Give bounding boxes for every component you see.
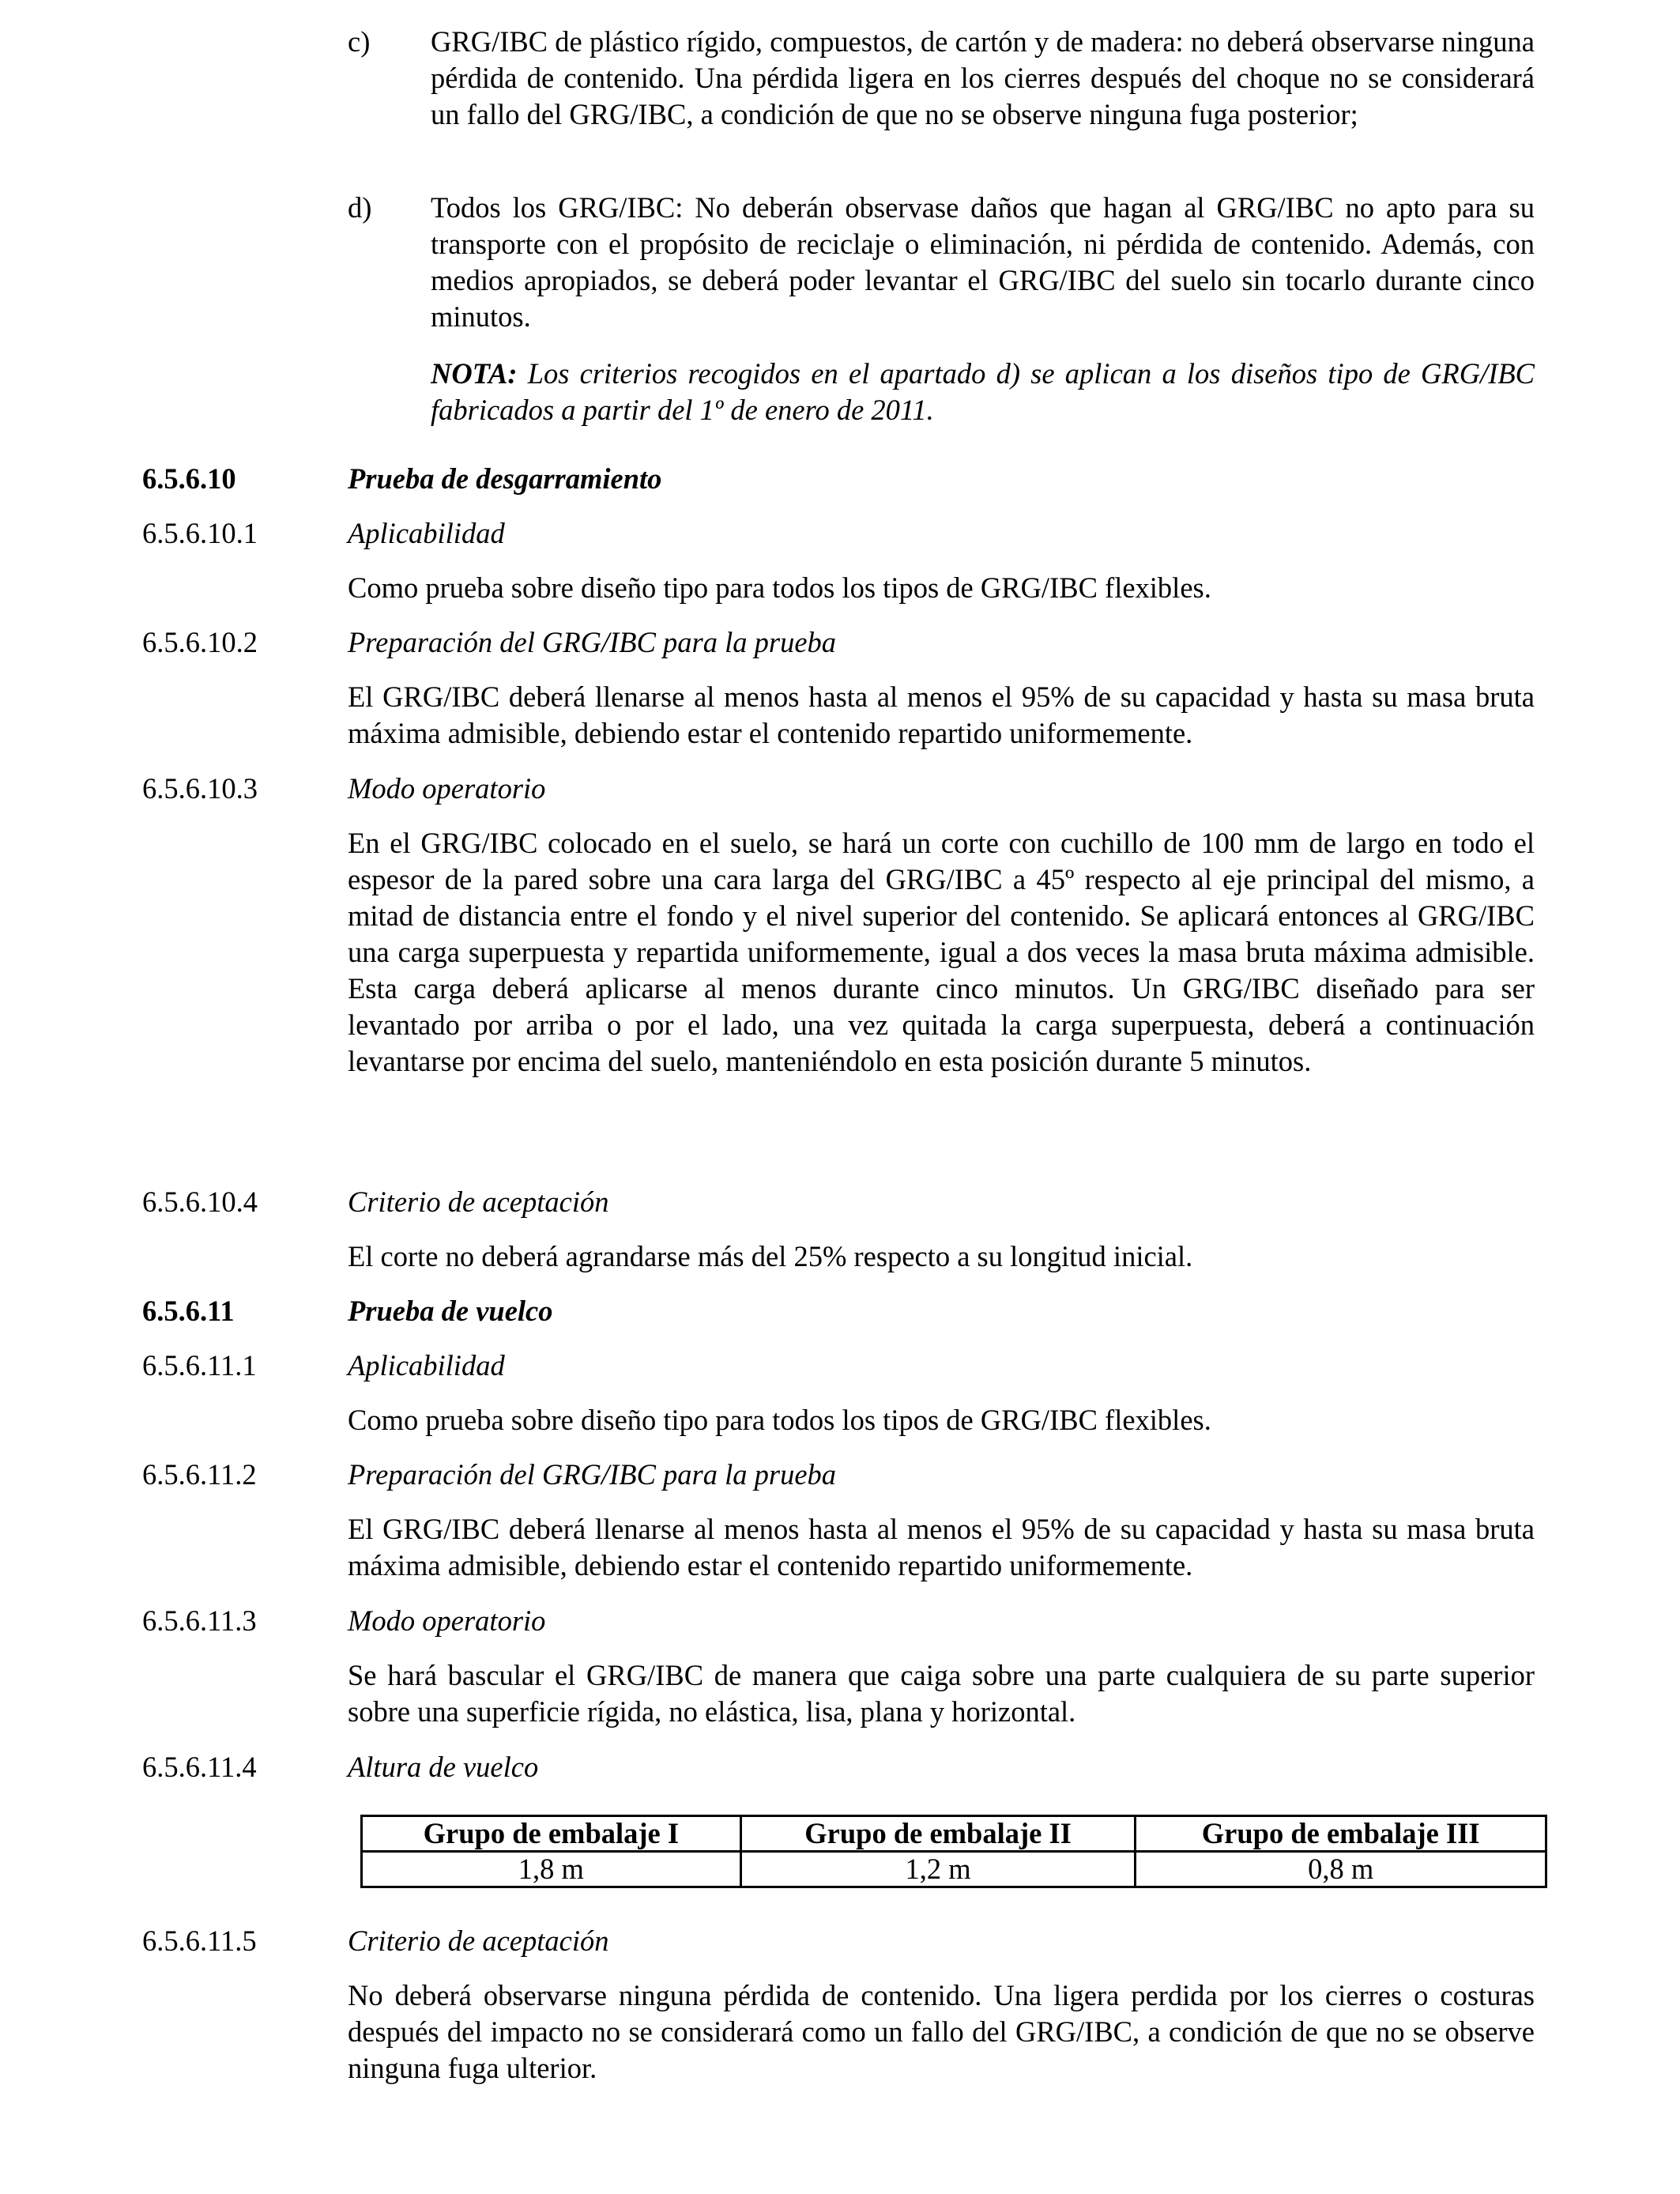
- subsection-title: Modo operatorio: [348, 1604, 546, 1637]
- subsection-title: Preparación del GRG/IBC para la prueba: [348, 1458, 837, 1491]
- drop-height-table: [360, 1815, 1547, 1888]
- subsection-number: 6.5.6.11.5: [142, 1924, 257, 1957]
- subsection-title: Altura de vuelco: [348, 1751, 539, 1783]
- note-paragraph: [431, 356, 1535, 428]
- subsection-number: 6.5.6.11.1: [142, 1349, 257, 1382]
- list-item-c-label: c): [348, 25, 371, 58]
- section-title: Prueba de vuelco: [348, 1295, 553, 1327]
- list-item-d-text: Todos los GRG/IBC: No deberán observase daños que hagan al GRG/IBC no apto para su transporte con el propósito de reciclaje o eliminación, ni pérdida de contenido. Además, con medios apropiados, se deberá poder levantar el GRG/IBC del suelo sin tocarlo durante cinco minutos.: [431, 191, 1535, 333]
- subsection-text: Como prueba sobre diseño tipo para todos los tipos de GRG/IBC flexibles.: [348, 1404, 1211, 1436]
- subsection-number: 6.5.6.10.3: [142, 772, 258, 805]
- table-header-cell: Grupo de embalaje II: [740, 1816, 1136, 1852]
- note-text: Los criterios recogidos en el apartado d) se aplican a los diseños tipo de GRG/IBC fabricados a partir del 1º de enero de 2011.: [431, 357, 1535, 426]
- subsection-number: 6.5.6.11.2: [142, 1458, 257, 1491]
- subsection-title: Preparación del GRG/IBC para la prueba: [348, 626, 837, 658]
- subsection-title: Modo operatorio: [348, 772, 546, 805]
- subsection-text: El GRG/IBC deberá llenarse al menos hasta al menos el 95% de su capacidad y hasta su masa bruta máxima admisible, debiendo estar el contenido repartido uniformemente.: [348, 680, 1535, 749]
- subsection-number: 6.5.6.11.3: [142, 1604, 257, 1637]
- subsection-number: 6.5.6.10.4: [142, 1186, 258, 1218]
- subsection-title: Aplicabilidad: [348, 517, 505, 549]
- section-number: 6.5.6.11: [142, 1295, 235, 1327]
- subsection-text: No deberá observarse ninguna pérdida de contenido. Una ligera perdida por los cierres o costuras después del impacto no se considerará como un fallo del GRG/IBC, a condición de que no se observe ninguna fuga ulterior.: [348, 1979, 1535, 2084]
- subsection-text: El GRG/IBC deberá llenarse al menos hasta al menos el 95% de su capacidad y hasta su masa bruta máxima admisible, debiendo estar el contenido repartido uniformemente.: [348, 1513, 1535, 1581]
- subsection-number: 6.5.6.10.1: [142, 517, 258, 549]
- table-cell: 0,8 m: [1136, 1852, 1546, 1887]
- table-header-row: [362, 1816, 1546, 1852]
- subsection-text: El corte no deberá agrandarse más del 25% respecto a su longitud inicial.: [348, 1240, 1193, 1272]
- table-cell: 1,2 m: [740, 1852, 1136, 1887]
- subsection-title: Criterio de aceptación: [348, 1924, 609, 1957]
- table-row: [362, 1852, 1546, 1887]
- subsection-number: 6.5.6.11.4: [142, 1751, 257, 1783]
- section-number: 6.5.6.10: [142, 462, 236, 495]
- note-label: NOTA:: [431, 357, 518, 390]
- subsection-title: Criterio de aceptación: [348, 1186, 609, 1218]
- list-item-d-label: d): [348, 191, 372, 224]
- section-title: Prueba de desgarramiento: [348, 462, 662, 495]
- table-cell: 1,8 m: [362, 1852, 741, 1887]
- subsection-text: Se hará bascular el GRG/IBC de manera que caiga sobre una parte cualquiera de su parte superior sobre una superficie rígida, no elástica, lisa, plana y horizontal.: [348, 1659, 1535, 1728]
- subsection-title: Aplicabilidad: [348, 1349, 505, 1382]
- list-item-c-text: GRG/IBC de plástico rígido, compuestos, de cartón y de madera: no deberá observarse ninguna pérdida de contenido. Una pérdida ligera en los cierres después del choque no se considerará un fallo del GRG/IBC, a condición de que no se observe ninguna fuga posterior;: [431, 25, 1535, 130]
- subsection-text: En el GRG/IBC colocado en el suelo, se hará un corte con cuchillo de 100 mm de largo en todo el espesor de la pared sobre una cara larga del GRG/IBC a 45º respecto al eje principal del mismo, a mitad de distancia entre el fondo y el nivel superior del contenido. Se aplicará entonces al GRG/IBC una carga superpuesta y repartida uniformemente, igual a dos veces la masa bruta máxima admisible. Esta carga deberá aplicarse al menos durante cinco minutos. Un GRG/IBC diseñado para ser levantado por arriba o por el lado, una vez quitada la carga superpuesta, deberá a continuación levantarse por encima del suelo, manteniéndolo en esta posición durante 5 minutos.: [348, 827, 1535, 1077]
- subsection-number: 6.5.6.10.2: [142, 626, 258, 658]
- table-header-cell: Grupo de embalaje III: [1136, 1816, 1546, 1852]
- table-header-cell: Grupo de embalaje I: [362, 1816, 741, 1852]
- subsection-text: Como prueba sobre diseño tipo para todos los tipos de GRG/IBC flexibles.: [348, 571, 1211, 604]
